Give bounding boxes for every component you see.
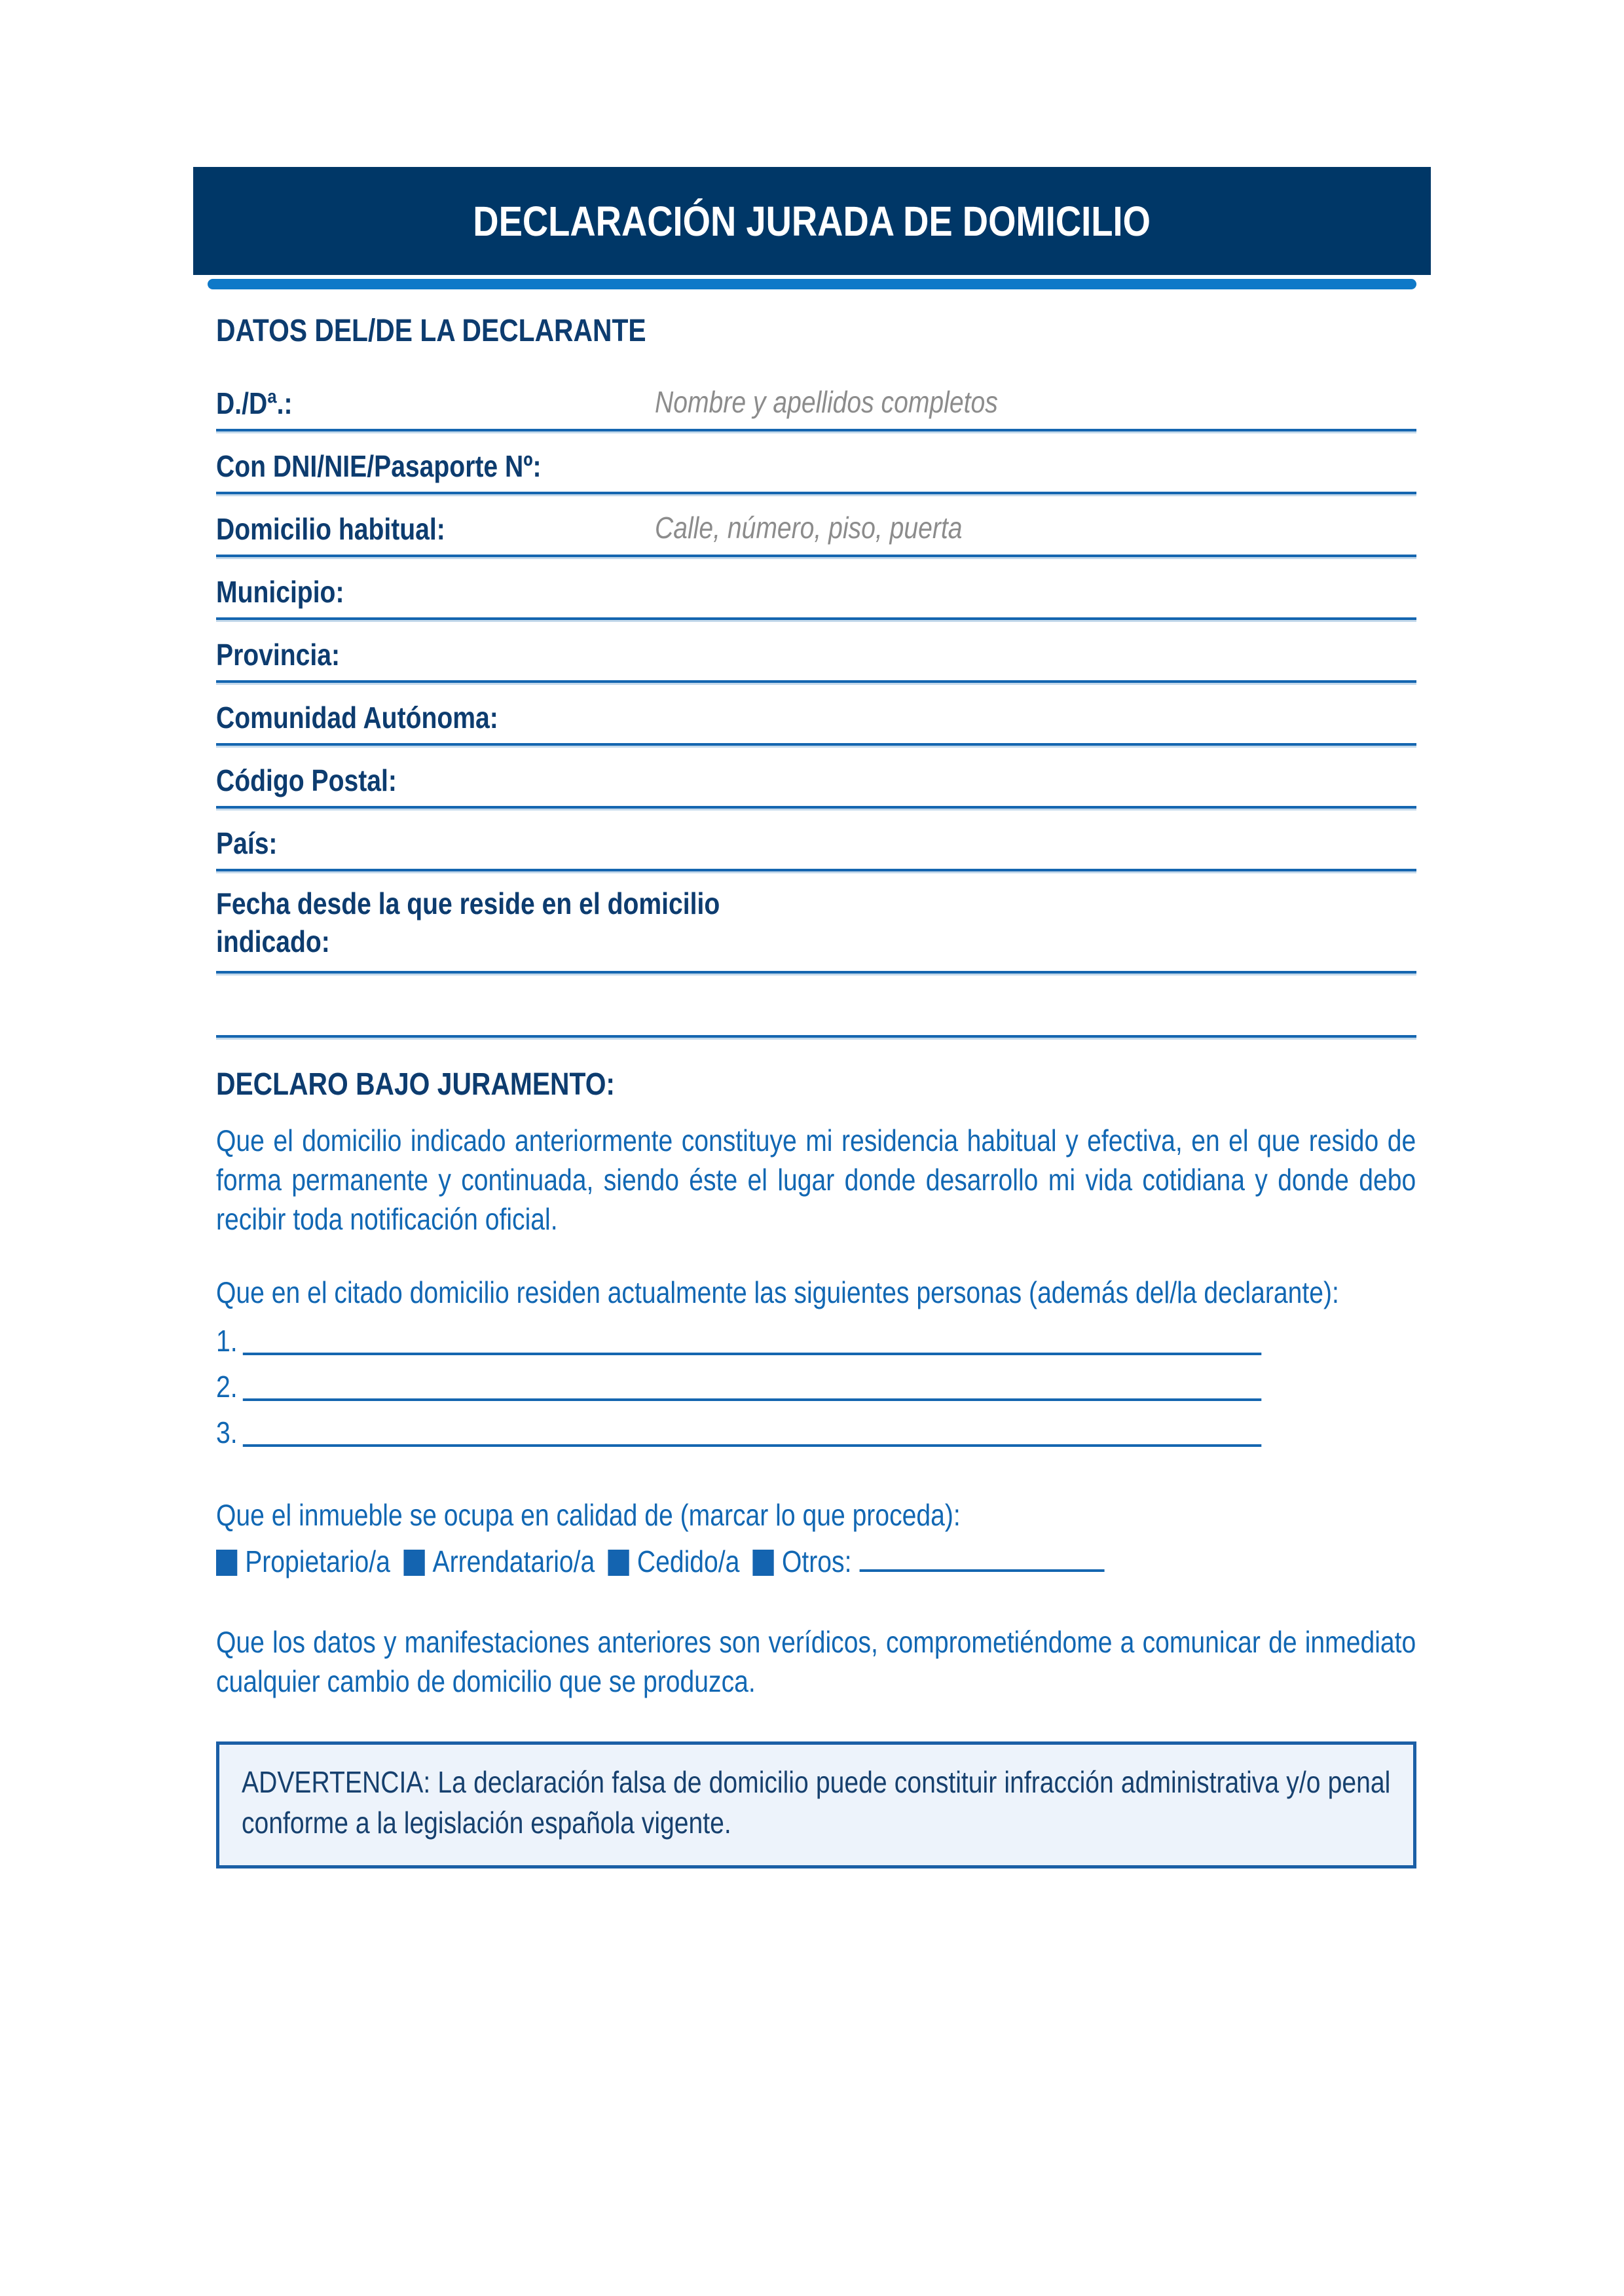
field-label: País: <box>216 826 278 860</box>
accent-bar <box>208 279 1416 289</box>
warning-text: ADVERTENCIA: La declaración falsa de domicilio puede constituir infracción administrativa y/o penal conforme a la legislación española vigente. <box>242 1765 1391 1840</box>
field-label: Con DNI/NIE/Pasaporte Nº: <box>216 449 542 483</box>
section-heading-juramento: DECLARO BAJO JURAMENTO: <box>216 1067 616 1102</box>
field-row-nombre[interactable] <box>216 369 1416 431</box>
field-row-pais[interactable] <box>216 809 1416 871</box>
document-header <box>193 167 1431 275</box>
field-row-municipio[interactable] <box>216 557 1416 620</box>
resident-number: 2. <box>216 1370 238 1404</box>
declarant-form <box>216 369 1416 1038</box>
paragraph-occupancy-question: Que el inmueble se ocupa en calidad de (marcar lo que proceda): <box>216 1498 961 1532</box>
paragraph-truth: Que los datos y manifestaciones anteriores son verídicos, comprometiéndome a comunicar de inmediato cualquier cambio de domicilio que se produzca. <box>216 1625 1416 1698</box>
field-label: Fecha desde la que reside en el domicilio indicado: <box>216 886 720 958</box>
resident-fill-line[interactable] <box>243 1353 1262 1355</box>
paragraph-residents-intro: Que en el citado domicilio residen actualmente las siguientes personas (además del/la declarante): <box>216 1275 1339 1309</box>
field-row-codigo-postal[interactable] <box>216 746 1416 809</box>
field-row-dni[interactable] <box>216 431 1416 494</box>
field-label: Provincia: <box>216 638 341 672</box>
field-row-fecha-residencia[interactable] <box>216 871 1416 974</box>
resident-fill-line[interactable] <box>243 1444 1262 1447</box>
warning-box <box>216 1741 1416 1868</box>
field-row-comunidad[interactable] <box>216 683 1416 746</box>
resident-number: 1. <box>216 1324 238 1358</box>
checkbox-icon[interactable] <box>403 1550 424 1576</box>
field-row-extra[interactable] <box>216 974 1416 1038</box>
resident-fill-line[interactable] <box>243 1398 1262 1401</box>
resident-number: 3. <box>216 1415 238 1449</box>
field-label: Domicilio habitual: <box>216 512 445 546</box>
option-arrendatario[interactable] <box>403 1544 595 1579</box>
option-cedido[interactable] <box>608 1544 740 1579</box>
checkbox-icon[interactable] <box>216 1550 237 1576</box>
checkbox-icon[interactable] <box>608 1550 629 1576</box>
checkbox-icon[interactable] <box>753 1550 774 1576</box>
option-otros[interactable] <box>753 1544 1105 1579</box>
occupancy-options-row <box>216 1544 1416 1579</box>
field-placeholder: Calle, número, piso, puerta <box>655 511 963 545</box>
field-row-domicilio[interactable] <box>216 494 1416 557</box>
field-row-provincia[interactable] <box>216 620 1416 683</box>
page-title: DECLARACIÓN JURADA DE DOMICILIO <box>473 197 1151 245</box>
option-propietario[interactable] <box>216 1544 390 1579</box>
field-label: Municipio: <box>216 575 344 609</box>
option-label: Cedido/a <box>637 1544 740 1578</box>
field-label: D./Dª.: <box>216 386 293 420</box>
option-label: Arrendatario/a <box>432 1544 595 1578</box>
paragraph-residence: Que el domicilio indicado anteriormente constituye mi residencia habitual y efectiva, en el que resido de forma permanente y continuada, siendo éste el lugar donde desarrollo mi vida cotidiana y donde debo recibir toda notificación oficial. <box>216 1123 1416 1236</box>
resident-line-2[interactable] <box>216 1363 1416 1404</box>
document-body <box>216 313 1416 1868</box>
field-label: Comunidad Autónoma: <box>216 701 498 735</box>
section-heading-datos: DATOS DEL/DE LA DECLARANTE <box>216 314 646 348</box>
field-placeholder: Nombre y apellidos completos <box>655 385 998 419</box>
option-label: Propietario/a <box>245 1544 390 1578</box>
resident-line-1[interactable] <box>216 1317 1416 1358</box>
otros-fill-line[interactable] <box>859 1544 1104 1572</box>
field-label: Código Postal: <box>216 763 397 797</box>
resident-line-3[interactable] <box>216 1409 1416 1449</box>
option-label: Otros: <box>781 1544 852 1578</box>
